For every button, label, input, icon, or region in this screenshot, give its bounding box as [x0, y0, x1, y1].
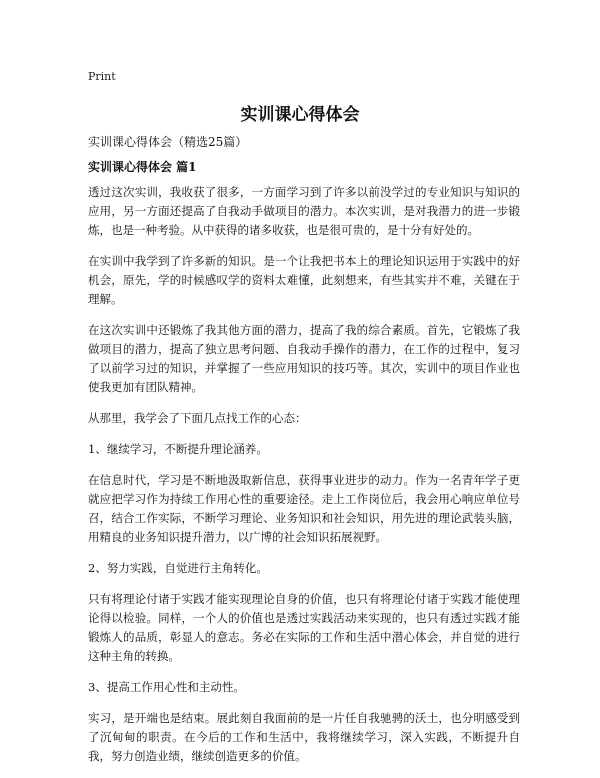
body-heading: 从那里，我学会了下面几点找工作的心态：	[88, 411, 307, 425]
article-body	[88, 183, 520, 778]
body-paragraph: 只有将理论付诸于实践才能实现理论自身的价值，也只有将理论付诸于实践才能使理论得以检验。同样，一个人的价值也是透过实践活动来实现的，也只有透过实践才能锻炼人的品质，彰显人的意志。务必在实际的工作和生活中潜心体会，并自觉的进行这种主角的转换。	[88, 592, 520, 663]
body-paragraph: 在这次实训中还锻炼了我其他方面的潜力，提高了我的综合素质。首先，它锻炼了我做项目的潜力，提高了独立思考问题、自我动手操作的潜力，在工作的过程中，复习了以前学习过的知识，并掌握了一些应用知识的技巧等。其次，实训中的项目作业也使我更加有团队精神。	[88, 323, 520, 394]
document-subtitle: 实训课心得体会（精选25篇）	[88, 135, 248, 149]
body-heading: 3、提高工作用心性和主动性。	[88, 680, 245, 694]
document-title: 实训课心得体会	[240, 105, 360, 125]
body-paragraph: 在信息时代，学习是不断地汲取新信息，获得事业进步的动力。作为一名青年学子更就应把学习作为持续工作用心性的重要途径。走上工作岗位后，我会用心响应单位号召，结合工作实际，不断学习理论、业务知识和社会知识，用先进的理论武装头脑，用精良的业务知识提升潜力，以广博的社会知识拓展视野。	[88, 473, 520, 544]
body-paragraph: 透过这次实训，我收获了很多，一方面学习到了许多以前没学过的专业知识与知识的应用，另一方面还提高了自我动手做项目的潜力。本次实训，是对我潜力的进一步锻炼，也是一种考验。从中获得的诸多收获，也是很可贵的，是十分有好处的。	[88, 185, 520, 237]
body-heading: 1、继续学习，不断提升理论涵养。	[88, 442, 268, 456]
print-label[interactable]: Print	[88, 70, 116, 83]
body-heading: 2、努力实践，自觉进行主角转化。	[88, 561, 268, 575]
body-paragraph: 实习，是开端也是结束。展此刻自我面前的是一片任自我驰骋的沃土，也分明感受到了沉甸甸的职责。在今后的工作和生活中，我将继续学习，深入实践，不断提升自我，努力创造业绩，继续创造更多的价值。	[88, 711, 520, 763]
body-paragraph: 在实训中我学到了许多新的知识。是一个让我把书本上的理论知识运用于实践中的好机会，原先，学的时候感叹学的资料太难懂，此刻想来，有些其实并不难，关键在于理解。	[88, 254, 520, 306]
section-title: 实训课心得体会 篇1	[88, 160, 197, 174]
